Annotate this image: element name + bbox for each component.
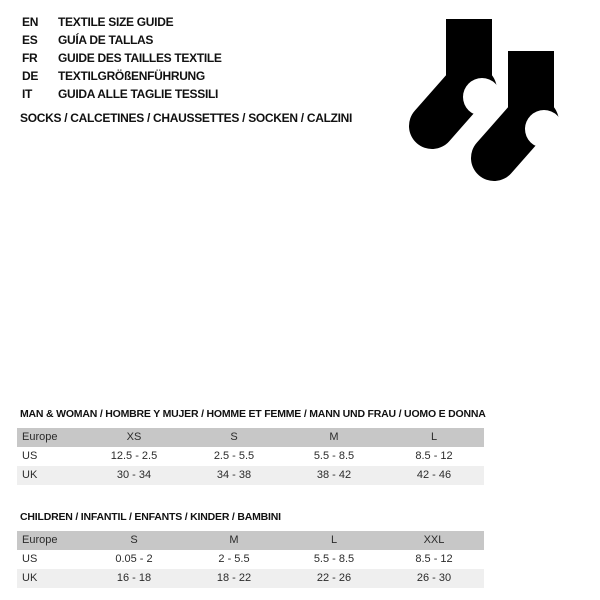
table-header-row bbox=[17, 531, 484, 550]
socks-icon bbox=[405, 5, 570, 190]
language-row-it bbox=[22, 85, 222, 103]
size-value: 12.5 - 2.5 bbox=[110, 450, 158, 462]
table-title-adults: MAN & WOMAN / HOMBRE Y MUJER / HOMME ET FEMME / MANN UND FRAU / UOMO E DONNA bbox=[20, 408, 486, 420]
language-row-es bbox=[22, 31, 222, 49]
column-header-size: M bbox=[229, 534, 239, 546]
language-row-en bbox=[22, 13, 222, 31]
language-code: IT bbox=[22, 87, 33, 101]
language-row-de bbox=[22, 67, 222, 85]
size-table-children bbox=[17, 511, 484, 588]
row-label: UK bbox=[22, 572, 38, 584]
column-header-size: XS bbox=[126, 431, 142, 443]
language-row-fr bbox=[22, 49, 222, 67]
column-header-size: XXL bbox=[423, 534, 445, 546]
column-header-size: L bbox=[430, 431, 438, 443]
column-header-region: Europe bbox=[22, 431, 58, 443]
row-label: US bbox=[22, 450, 38, 462]
size-value: 8.5 - 12 bbox=[415, 450, 453, 462]
language-title: TEXTILE SIZE GUIDE bbox=[58, 15, 174, 29]
size-value: 0.05 - 2 bbox=[115, 553, 153, 565]
column-header-size: M bbox=[329, 431, 339, 443]
column-header-size: L bbox=[330, 534, 338, 546]
row-label: UK bbox=[22, 469, 38, 481]
language-title: GUIDA ALLE TAGLIE TESSILI bbox=[58, 87, 219, 101]
size-value: 22 - 26 bbox=[316, 572, 352, 584]
size-value: 5.5 - 8.5 bbox=[313, 553, 355, 565]
row-label: US bbox=[22, 553, 38, 565]
size-value: 34 - 38 bbox=[216, 469, 252, 481]
language-code: ES bbox=[22, 33, 38, 47]
language-code: EN bbox=[22, 15, 39, 29]
size-value: 16 - 18 bbox=[116, 572, 152, 584]
category-line: SOCKS / CALCETINES / CHAUSSETTES / SOCKEN / CALZINI bbox=[20, 111, 353, 125]
size-value: 5.5 - 8.5 bbox=[313, 450, 355, 462]
table-header-row bbox=[17, 428, 484, 447]
size-value: 2 - 5.5 bbox=[218, 553, 250, 565]
table-row-uk bbox=[17, 466, 484, 485]
language-title: GUÍA DE TALLAS bbox=[58, 33, 154, 47]
size-value: 30 - 34 bbox=[116, 469, 152, 481]
size-value: 18 - 22 bbox=[216, 572, 252, 584]
language-list bbox=[22, 13, 222, 103]
language-title: TEXTILGRÖßENFÜHRUNG bbox=[58, 69, 205, 83]
table-row-us bbox=[17, 447, 484, 466]
column-header-size: S bbox=[230, 431, 238, 443]
language-code: DE bbox=[22, 69, 39, 83]
size-value: 38 - 42 bbox=[316, 469, 352, 481]
size-table-adults bbox=[17, 408, 484, 485]
language-title: GUIDE DES TAILLES TEXTILE bbox=[58, 51, 222, 65]
size-value: 2.5 - 5.5 bbox=[213, 450, 255, 462]
table-row-uk bbox=[17, 569, 484, 588]
column-header-size: S bbox=[130, 534, 138, 546]
table-row-us bbox=[17, 550, 484, 569]
size-value: 8.5 - 12 bbox=[415, 553, 453, 565]
table-title-children: CHILDREN / INFANTIL / ENFANTS / KINDER / BAMBINI bbox=[20, 511, 281, 523]
size-value: 42 - 46 bbox=[416, 469, 452, 481]
size-value: 26 - 30 bbox=[416, 572, 452, 584]
language-code: FR bbox=[22, 51, 38, 65]
column-header-region: Europe bbox=[22, 534, 58, 546]
